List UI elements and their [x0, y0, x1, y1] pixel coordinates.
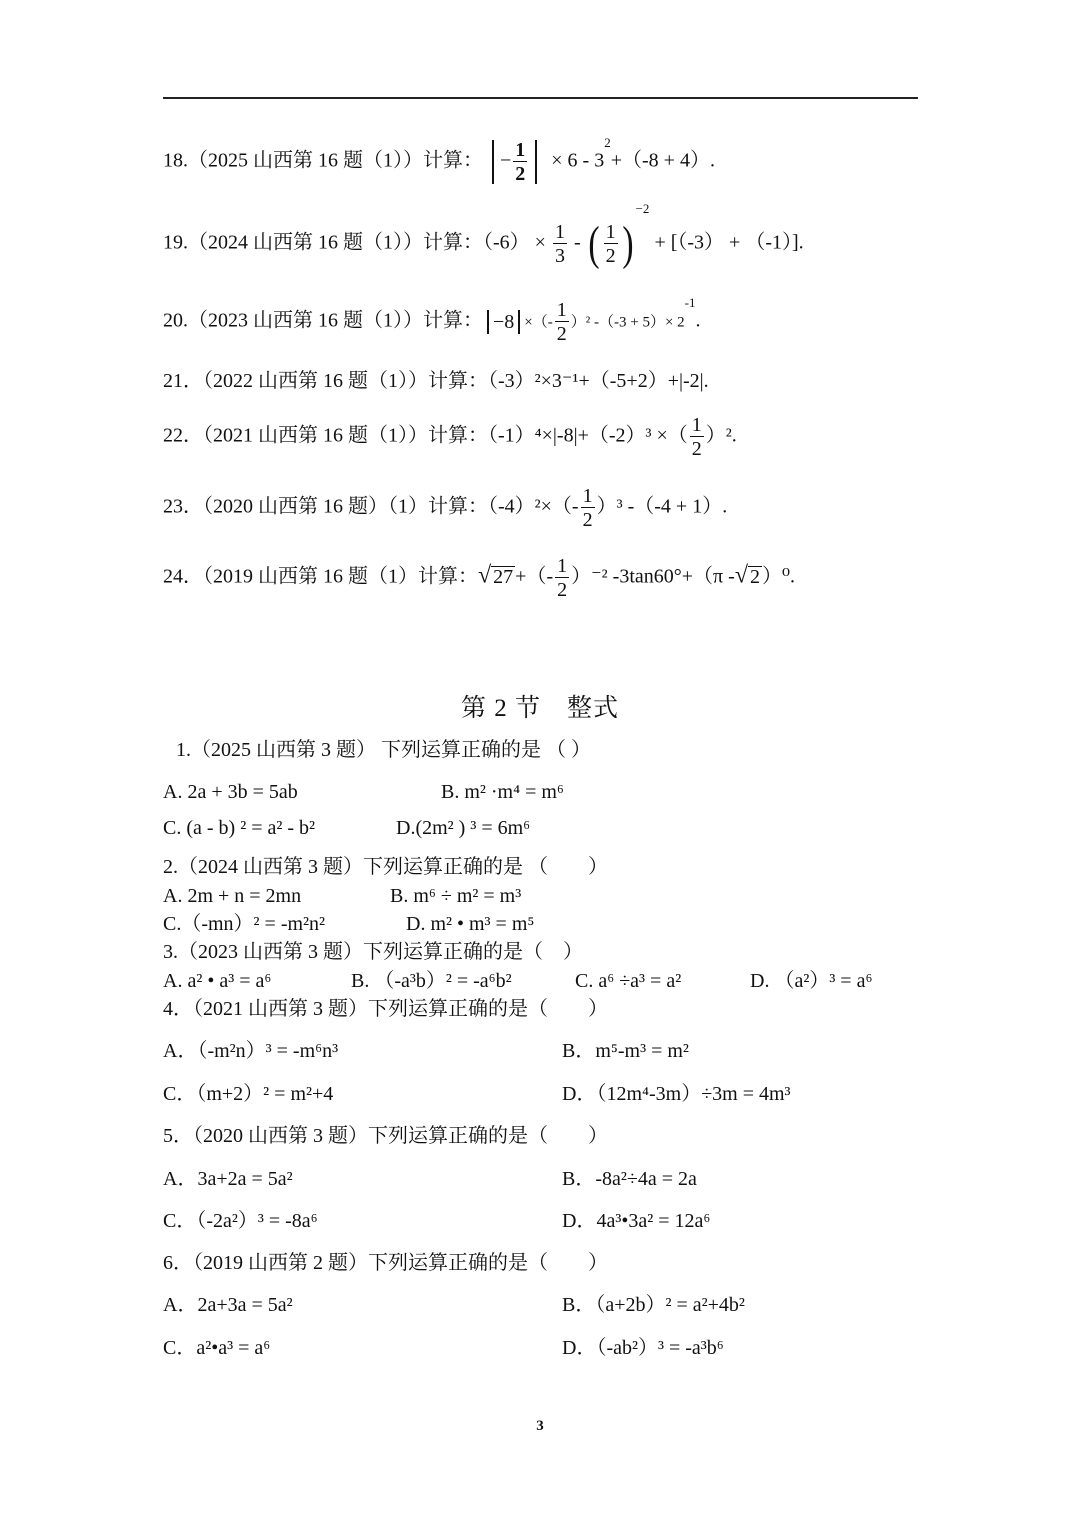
option-c: C．（-2a²）³ = -8a⁶: [163, 1210, 318, 1232]
problem-number: 18.: [163, 149, 188, 172]
problem-source: （2020 山西第 16 题）（1）计算：: [203, 495, 488, 518]
page-number: 3: [536, 1418, 544, 1434]
problem-source: （2021 山西第 16 题（1））计算：: [203, 424, 488, 447]
option-d: D．（12m⁴-3m）÷3m = 4m³: [562, 1083, 791, 1105]
header-rule: [163, 97, 918, 99]
fraction: $\frac{1}{3}$: [554, 221, 565, 267]
option-d: D．（-ab²）³ = -a³b⁶: [562, 1337, 724, 1359]
fraction: $\frac{1}{2}$: [582, 485, 593, 531]
problem-source: （2025 山西第 16 题（1））计算：: [188, 149, 483, 172]
fraction: $\frac{1}{2}$: [605, 221, 616, 267]
problem-number: 22．: [163, 424, 203, 447]
option-a: A. 2a + 3b = 5ab: [163, 781, 298, 803]
problem-source: （2022 山西第 16 题（1））计算：: [203, 370, 488, 392]
problem-21: [163, 371, 709, 391]
problem-source: （2023 山西第 16 题（1））计算：: [188, 309, 483, 332]
option-b: B. m⁶ ÷ m² = m³: [390, 885, 522, 907]
option-c: C.（-mn）² = -m²n²: [163, 913, 326, 935]
option-d: D.(2m² ) ³ = 6m⁶: [396, 817, 531, 839]
option-c: C. (a - b) ² = a² - b²: [163, 817, 316, 839]
option-d: D．4a³•3a² = 12a⁶: [562, 1210, 711, 1232]
question-stem: 6．（2019 山西第 2 题）下列运算正确的是（ ）: [163, 1252, 608, 1274]
option-b: B．（a+2b）² = a²+4b²: [562, 1294, 745, 1316]
question-stem: 1.（2025 山西第 3 题） 下列运算正确的是 （ ）: [176, 739, 591, 761]
expression: （-3）²×3⁻¹+（-5+2）+|-2|.: [488, 370, 709, 392]
problem-number: 23．: [163, 495, 203, 518]
problem-20: 20.（2023 山西第 16 题（1））计算： −8 ×（- $\frac{1}{2}$ ）² $-(-3 + 5)\times 2^{-1}$.: [163, 295, 701, 345]
problem-number: 19.: [163, 231, 188, 254]
section-title: 第 2 节 整式: [460, 695, 619, 722]
expression: × 6 - 3: [551, 149, 605, 172]
problem-source: （2019 山西第 16 题（1）计算：: [203, 565, 478, 588]
question-stem: 3.（2023 山西第 3 题）下列运算正确的是（ ）: [163, 941, 583, 963]
expression: （-6） ×: [483, 231, 546, 254]
option-d: D. （a²）³ = a⁶: [750, 970, 873, 992]
fraction: $\frac{1}{2}$: [557, 555, 568, 601]
problem-number: 21．: [163, 370, 203, 392]
option-c: C. a⁶ ÷a³ = a²: [575, 970, 682, 992]
option-a: A．（-m²n）³ = -m⁶n³: [163, 1040, 339, 1062]
question-stem: 2.（2024 山西第 3 题）下列运算正确的是 （ ）: [163, 856, 608, 878]
problem-source: （2024 山西第 16 题（1））计算：: [188, 231, 483, 254]
option-b: B．-8a²÷4a = 2a: [562, 1168, 697, 1190]
option-c: C．a²•a³ = a⁶: [163, 1337, 271, 1359]
option-a: A．2a+3a = 5a²: [163, 1294, 293, 1316]
problem-22: 22．（2021 山西第 16 题（1））计算：（-1）⁴×|-8|+（-2）³ ×（ $\frac{1}{2}$ ）².: [163, 414, 737, 460]
option-b: B．m⁵-m³ = m²: [562, 1040, 689, 1062]
expression: （-1）⁴×|-8|+（-2）³ ×（: [488, 424, 688, 447]
option-d: D. m² • m³ = m⁵: [406, 913, 535, 935]
problem-18: 18.（2025 山西第 16 题（1））计算： − $\frac{1}{2}$ × $6 - 3^2+(-8 + 4)$.: [163, 135, 715, 185]
sqrt: 27: [493, 565, 514, 588]
abs-value: − $\frac{1}{2}$: [492, 140, 537, 184]
option-b: B. m² ·m⁴ = m⁶: [441, 781, 564, 803]
option-a: A. a² • a³ = a⁶: [163, 970, 272, 992]
fraction: $\frac{1}{2}$: [691, 414, 702, 460]
problem-number: 20.: [163, 309, 188, 332]
question-stem: 5．（2020 山西第 3 题）下列运算正确的是（ ）: [163, 1125, 608, 1147]
expression: +（-8 + 4）.: [610, 149, 715, 172]
problem-24: 24．（2019 山西第 16 题（1）计算：√ 27 +（- $\frac{1}{2}$ ）⁻² -3tan60°+（π -√ 2 ）⁰.: [163, 555, 796, 601]
option-c: C．（m+2）² = m²+4: [163, 1083, 334, 1105]
abs-value: −8: [487, 310, 520, 334]
option-b: B. （-a³b）² = -a⁶b²: [351, 970, 512, 992]
expression: + [（-3） + （-1）].: [654, 231, 804, 254]
problem-number: 24．: [163, 565, 203, 588]
fraction: $\frac{1}{2}$: [515, 139, 526, 185]
problem-23: 23．（2020 山西第 16 题）（1）计算：（-4）²×（- $\frac{1}{2}$ ）³ -（-4 + 1）.: [163, 485, 728, 531]
expression: （-4）²×（-: [488, 495, 579, 518]
option-a: A. 2m + n = 2mn: [163, 885, 302, 907]
problem-19: 19.（2024 山西第 16 题（1））计算：（-6） × $\frac{1}{3}$ - ( $\frac{1}{2}$ )$^{-2}$ + [（-3） + （-1）].: [163, 201, 804, 270]
option-a: A．3a+2a = 5a²: [163, 1168, 293, 1190]
question-stem: 4．（2021 山西第 3 题）下列运算正确的是（ ）: [163, 998, 608, 1020]
fraction: $\frac{1}{2}$: [556, 299, 567, 345]
sqrt: 2: [749, 565, 760, 588]
